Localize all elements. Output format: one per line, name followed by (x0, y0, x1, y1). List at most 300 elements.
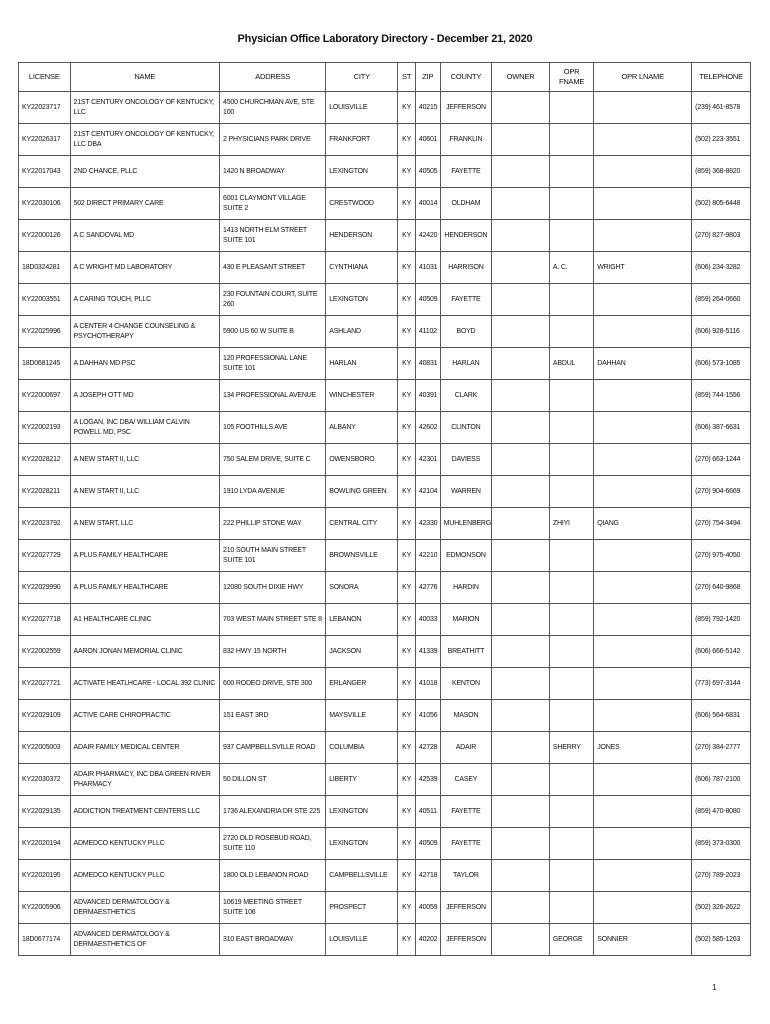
cell-opr-fname: ABDUL (549, 348, 593, 380)
cell-st: KY (398, 92, 416, 124)
cell-zip: 42104 (415, 476, 440, 508)
cell-city: ERLANGER (326, 668, 398, 700)
cell-city: OWENSBORO (326, 444, 398, 476)
cell-st: KY (398, 604, 416, 636)
cell-license: KY22027718 (19, 604, 71, 636)
cell-address: 105 FOOTHILLS AVE (220, 412, 326, 444)
cell-opr-lname: SONNIER (594, 924, 692, 956)
cell-opr-lname (594, 380, 692, 412)
cell-county: FAYETTE (440, 156, 492, 188)
cell-address: 937 CAMPBELLSVILLE ROAD (220, 732, 326, 764)
cell-license: KY22023792 (19, 508, 71, 540)
cell-city: LIBERTY (326, 764, 398, 796)
cell-st: KY (398, 572, 416, 604)
col-header-opr-fname: OPR FNAME (549, 63, 593, 92)
table-row (19, 924, 751, 956)
cell-opr-fname: GEORGE (549, 924, 593, 956)
cell-name: A NEW START II, LLC (70, 444, 219, 476)
cell-st: KY (398, 156, 416, 188)
cell-county: HARDIN (440, 572, 492, 604)
col-header-st: ST (398, 63, 416, 92)
table-row (19, 796, 751, 828)
cell-license: KY22025996 (19, 316, 71, 348)
cell-st: KY (398, 220, 416, 252)
cell-address: 134 PROFESSIONAL AVENUE (220, 380, 326, 412)
cell-county: TAYLOR (440, 860, 492, 892)
cell-telephone: (502) 805-6448 (692, 188, 751, 220)
table-row (19, 348, 751, 380)
cell-opr-lname (594, 156, 692, 188)
cell-name: ADMEDCO KENTUCKY PLLC (70, 828, 219, 860)
cell-opr-lname (594, 860, 692, 892)
cell-address: 1910 LYDA AVENUE (220, 476, 326, 508)
cell-opr-lname (594, 316, 692, 348)
cell-name: A JOSEPH OTT MD (70, 380, 219, 412)
cell-address: 4500 CHURCHMAN AVE, STE 100 (220, 92, 326, 124)
table-row (19, 764, 751, 796)
cell-city: BOWLING GREEN (326, 476, 398, 508)
page-title: Physician Office Laboratory Directory - December 21, 2020 (237, 33, 533, 45)
cell-st: KY (398, 828, 416, 860)
cell-county: MARION (440, 604, 492, 636)
cell-opr-fname (549, 316, 593, 348)
cell-address: 2720 OLD ROSEBUD ROAD, SUITE 110 (220, 828, 326, 860)
cell-city: ASHLAND (326, 316, 398, 348)
cell-license: 18D0324281 (19, 252, 71, 284)
col-header-name: NAME (70, 63, 219, 92)
cell-address: 12080 SOUTH DIXIE HWY (220, 572, 326, 604)
cell-opr-lname (594, 828, 692, 860)
cell-opr-lname (594, 284, 692, 316)
cell-st: KY (398, 412, 416, 444)
cell-zip: 41339 (415, 636, 440, 668)
cell-zip: 40202 (415, 924, 440, 956)
cell-zip: 42210 (415, 540, 440, 572)
cell-owner (492, 188, 550, 220)
cell-city: LEBANON (326, 604, 398, 636)
cell-address: 1736 ALEXANDRIA DR STE 225 (220, 796, 326, 828)
cell-opr-lname (594, 540, 692, 572)
cell-county: DAVIESS (440, 444, 492, 476)
cell-name: A C WRIGHT MD LABORATORY (70, 252, 219, 284)
cell-name: A PLUS FAMILY HEALTHCARE (70, 540, 219, 572)
cell-address: 1420 N BROADWAY (220, 156, 326, 188)
cell-zip: 41031 (415, 252, 440, 284)
cell-owner (492, 732, 550, 764)
cell-license: KY22023717 (19, 92, 71, 124)
cell-opr-fname (549, 604, 593, 636)
table-row (19, 476, 751, 508)
table-row (19, 892, 751, 924)
cell-license: KY22029135 (19, 796, 71, 828)
cell-county: FAYETTE (440, 284, 492, 316)
cell-opr-lname (594, 668, 692, 700)
cell-owner (492, 540, 550, 572)
cell-opr-fname (549, 764, 593, 796)
cell-county: FAYETTE (440, 796, 492, 828)
cell-zip: 42728 (415, 732, 440, 764)
table-row (19, 156, 751, 188)
cell-zip: 40014 (415, 188, 440, 220)
cell-st: KY (398, 796, 416, 828)
cell-st: KY (398, 924, 416, 956)
cell-zip: 42539 (415, 764, 440, 796)
cell-opr-fname (549, 476, 593, 508)
cell-name: 2ND CHANCE, PLLC (70, 156, 219, 188)
col-header-address: ADDRESS (220, 63, 326, 92)
table-row (19, 380, 751, 412)
cell-name: ADAIR PHARMACY, INC DBA GREEN RIVER PHARMACY (70, 764, 219, 796)
table-row (19, 732, 751, 764)
cell-opr-lname (594, 124, 692, 156)
cell-telephone: (502) 223-3551 (692, 124, 751, 156)
cell-owner (492, 892, 550, 924)
table-row (19, 252, 751, 284)
table-row (19, 668, 751, 700)
cell-address: 1413 NORTH ELM STREET SUITE 101 (220, 220, 326, 252)
col-header-city: CITY (326, 63, 398, 92)
cell-city: LEXINGTON (326, 796, 398, 828)
cell-name: ADMEDCO KENTUCKY PLLC (70, 860, 219, 892)
cell-owner (492, 604, 550, 636)
cell-name: ADAIR FAMILY MEDICAL CENTER (70, 732, 219, 764)
cell-st: KY (398, 860, 416, 892)
cell-opr-fname (549, 188, 593, 220)
cell-opr-fname (549, 92, 593, 124)
table-row (19, 604, 751, 636)
cell-address: 50 DILLON ST (220, 764, 326, 796)
cell-county: KENTON (440, 668, 492, 700)
cell-opr-lname (594, 476, 692, 508)
cell-license: KY22020194 (19, 828, 71, 860)
cell-st: KY (398, 508, 416, 540)
cell-opr-fname (549, 860, 593, 892)
cell-license: KY22002559 (19, 636, 71, 668)
cell-st: KY (398, 188, 416, 220)
cell-opr-lname (594, 220, 692, 252)
cell-city: HENDERSON (326, 220, 398, 252)
cell-telephone: (606) 928-5116 (692, 316, 751, 348)
cell-city: LEXINGTON (326, 284, 398, 316)
col-header-county: COUNTY (440, 63, 492, 92)
cell-owner (492, 156, 550, 188)
cell-owner (492, 348, 550, 380)
cell-county: CLINTON (440, 412, 492, 444)
cell-license: KY22028211 (19, 476, 71, 508)
cell-opr-fname (549, 540, 593, 572)
cell-city: LEXINGTON (326, 828, 398, 860)
cell-opr-fname (549, 700, 593, 732)
table-row (19, 92, 751, 124)
cell-city: PROSPECT (326, 892, 398, 924)
table-row (19, 508, 751, 540)
cell-name: 502 DIRECT PRIMARY CARE (70, 188, 219, 220)
cell-county: HARLAN (440, 348, 492, 380)
cell-city: CENTRAL CITY (326, 508, 398, 540)
page-number: 1 (712, 983, 717, 992)
cell-telephone: (270) 975-4050 (692, 540, 751, 572)
cell-telephone: (270) 754-3494 (692, 508, 751, 540)
table-row (19, 316, 751, 348)
cell-st: KY (398, 476, 416, 508)
cell-opr-lname (594, 412, 692, 444)
cell-telephone: (773) 697-3144 (692, 668, 751, 700)
cell-license: KY22005906 (19, 892, 71, 924)
cell-telephone: (606) 387-6631 (692, 412, 751, 444)
cell-license: KY22002193 (19, 412, 71, 444)
cell-owner (492, 860, 550, 892)
table-row (19, 700, 751, 732)
cell-telephone: (502) 585-1263 (692, 924, 751, 956)
cell-license: 18D0681245 (19, 348, 71, 380)
cell-address: 310 EAST BROADWAY (220, 924, 326, 956)
cell-opr-lname (594, 572, 692, 604)
cell-license: KY22028212 (19, 444, 71, 476)
cell-opr-lname (594, 796, 692, 828)
cell-st: KY (398, 252, 416, 284)
cell-city: CAMPBELLSVILLE (326, 860, 398, 892)
cell-st: KY (398, 668, 416, 700)
header-row (19, 63, 751, 92)
cell-address: 832 HWY 15 NORTH (220, 636, 326, 668)
cell-license: KY22030372 (19, 764, 71, 796)
cell-license: KY22027721 (19, 668, 71, 700)
cell-name: A CARING TOUCH, PLLC (70, 284, 219, 316)
cell-telephone: (270) 663-1244 (692, 444, 751, 476)
cell-name: A CENTER 4 CHANGE COUNSELING & PSYCHOTHERAPY (70, 316, 219, 348)
cell-county: BREATHITT (440, 636, 492, 668)
cell-opr-lname (594, 604, 692, 636)
cell-address: 222 PHILLIP STONE WAY (220, 508, 326, 540)
directory-table (18, 62, 751, 956)
cell-telephone: (606) 234-3282 (692, 252, 751, 284)
col-header-opr-lname: OPR LNAME (594, 63, 692, 92)
cell-county: BOYD (440, 316, 492, 348)
cell-owner (492, 828, 550, 860)
cell-name: A1 HEALTHCARE CLINIC (70, 604, 219, 636)
cell-address: 10619 MEETING STREET SUITE 106 (220, 892, 326, 924)
cell-opr-fname (549, 412, 593, 444)
cell-owner (492, 284, 550, 316)
cell-address: 703 WEST MAIN STREET STE 8 (220, 604, 326, 636)
cell-opr-fname: ZHIYI (549, 508, 593, 540)
cell-st: KY (398, 348, 416, 380)
cell-license: KY22027729 (19, 540, 71, 572)
cell-name: ACTIVE CARE CHIROPRACTIC (70, 700, 219, 732)
cell-address: 210 SOUTH MAIN STREET SUITE 101 (220, 540, 326, 572)
cell-telephone: (859) 373-0300 (692, 828, 751, 860)
cell-opr-fname (549, 828, 593, 860)
cell-county: WARREN (440, 476, 492, 508)
cell-st: KY (398, 636, 416, 668)
cell-owner (492, 508, 550, 540)
cell-telephone: (270) 904-6669 (692, 476, 751, 508)
cell-st: KY (398, 700, 416, 732)
table-row (19, 284, 751, 316)
cell-owner (492, 700, 550, 732)
cell-st: KY (398, 444, 416, 476)
cell-county: ADAIR (440, 732, 492, 764)
cell-st: KY (398, 732, 416, 764)
cell-owner (492, 412, 550, 444)
table-row (19, 860, 751, 892)
cell-st: KY (398, 540, 416, 572)
cell-telephone: (859) 264-0660 (692, 284, 751, 316)
cell-city: LOUISVILLE (326, 924, 398, 956)
cell-city: SONORA (326, 572, 398, 604)
cell-name: ADDICTION TREATMENT CENTERS LLC (70, 796, 219, 828)
cell-county: EDMONSON (440, 540, 492, 572)
cell-license: KY22029990 (19, 572, 71, 604)
cell-zip: 40601 (415, 124, 440, 156)
cell-opr-fname (549, 796, 593, 828)
cell-license: KY22005003 (19, 732, 71, 764)
cell-owner (492, 92, 550, 124)
cell-county: MASON (440, 700, 492, 732)
cell-name: A DAHHAN MD PSC (70, 348, 219, 380)
cell-opr-lname (594, 636, 692, 668)
cell-city: CRESTWOOD (326, 188, 398, 220)
cell-city: WINCHESTER (326, 380, 398, 412)
cell-telephone: (859) 470-8080 (692, 796, 751, 828)
cell-telephone: (859) 792-1420 (692, 604, 751, 636)
cell-address: 230 FOUNTAIN COURT, SUITE 260 (220, 284, 326, 316)
cell-address: 151 EAST 3RD (220, 700, 326, 732)
cell-name: A LOGAN, INC DBA/ WILLIAM CALVIN POWELL MD, PSC (70, 412, 219, 444)
cell-address: 600 RODEO DRIVE, STE 300 (220, 668, 326, 700)
cell-address: 120 PROFESSIONAL LANE SUITE 101 (220, 348, 326, 380)
cell-license: KY22017043 (19, 156, 71, 188)
table-row (19, 124, 751, 156)
cell-owner (492, 764, 550, 796)
cell-city: COLUMBIA (326, 732, 398, 764)
cell-zip: 40509 (415, 828, 440, 860)
cell-license: KY22020195 (19, 860, 71, 892)
cell-city: LEXINGTON (326, 156, 398, 188)
cell-st: KY (398, 284, 416, 316)
cell-owner (492, 796, 550, 828)
cell-zip: 40059 (415, 892, 440, 924)
cell-license: KY22003551 (19, 284, 71, 316)
col-header-owner: OWNER (492, 63, 550, 92)
cell-county: HARRISON (440, 252, 492, 284)
cell-city: MAYSVILLE (326, 700, 398, 732)
col-header-telephone: TELEPHONE (692, 63, 751, 92)
cell-opr-lname: WRIGHT (594, 252, 692, 284)
cell-owner (492, 924, 550, 956)
cell-zip: 40511 (415, 796, 440, 828)
cell-opr-lname (594, 92, 692, 124)
cell-license: KY22030106 (19, 188, 71, 220)
cell-zip: 41018 (415, 668, 440, 700)
cell-opr-lname (594, 700, 692, 732)
cell-address: 2 PHYSICIANS PARK DRIVE (220, 124, 326, 156)
cell-name: ADVANCED DERMATOLOGY & DERMAESTHETICS (70, 892, 219, 924)
cell-telephone: (270) 789-2023 (692, 860, 751, 892)
cell-name: A C SANDOVAL MD (70, 220, 219, 252)
cell-st: KY (398, 764, 416, 796)
cell-opr-fname (549, 124, 593, 156)
cell-license: KY22029109 (19, 700, 71, 732)
cell-city: FRANKFORT (326, 124, 398, 156)
cell-zip: 42776 (415, 572, 440, 604)
cell-name: 21ST CENTURY ONCOLOGY OF KENTUCKY, LLC (70, 92, 219, 124)
table-row (19, 188, 751, 220)
cell-address: 430 E PLEASANT STREET (220, 252, 326, 284)
cell-county: CASEY (440, 764, 492, 796)
cell-city: HARLAN (326, 348, 398, 380)
cell-name: A PLUS FAMILY HEALTHCARE (70, 572, 219, 604)
cell-address: 6001 CLAYMONT VILLAGE SUITE 2 (220, 188, 326, 220)
cell-telephone: (606) 666-5142 (692, 636, 751, 668)
cell-county: CLARK (440, 380, 492, 412)
cell-opr-lname: QIANG (594, 508, 692, 540)
cell-county: FRANKLIN (440, 124, 492, 156)
cell-name: ADVANCED DERMATOLOGY & DERMAESTHETICS OF (70, 924, 219, 956)
cell-owner (492, 572, 550, 604)
cell-owner (492, 252, 550, 284)
cell-county: JEFFERSON (440, 924, 492, 956)
cell-name: 21ST CENTURY ONCOLOGY OF KENTUCKY, LLC DBA (70, 124, 219, 156)
cell-zip: 42301 (415, 444, 440, 476)
cell-telephone: (606) 564-6831 (692, 700, 751, 732)
cell-zip: 40505 (415, 156, 440, 188)
cell-zip: 42330 (415, 508, 440, 540)
cell-st: KY (398, 124, 416, 156)
cell-zip: 41102 (415, 316, 440, 348)
cell-st: KY (398, 892, 416, 924)
cell-opr-fname (549, 284, 593, 316)
table-row (19, 540, 751, 572)
cell-opr-fname (549, 892, 593, 924)
table-body (19, 92, 751, 956)
cell-name: A NEW START, LLC (70, 508, 219, 540)
cell-city: BROWNSVILLE (326, 540, 398, 572)
cell-opr-fname (549, 380, 593, 412)
cell-opr-fname (549, 220, 593, 252)
cell-county: FAYETTE (440, 828, 492, 860)
cell-telephone: (859) 368-8820 (692, 156, 751, 188)
cell-opr-fname (549, 444, 593, 476)
table-row (19, 572, 751, 604)
cell-opr-fname (549, 572, 593, 604)
cell-zip: 40033 (415, 604, 440, 636)
cell-city: LOUISVILLE (326, 92, 398, 124)
cell-telephone: (502) 326-2622 (692, 892, 751, 924)
cell-address: 750 SALEM DRIVE, SUITE C (220, 444, 326, 476)
cell-license: KY22000697 (19, 380, 71, 412)
cell-name: A NEW START II, LLC (70, 476, 219, 508)
cell-address: 5900 US 60 W SUITE B (220, 316, 326, 348)
cell-opr-lname: DAHHAN (594, 348, 692, 380)
cell-owner (492, 316, 550, 348)
table-row (19, 444, 751, 476)
cell-name: ACTIVATE HEATLHCARE - LOCAL 392 CLINIC (70, 668, 219, 700)
cell-city: JACKSON (326, 636, 398, 668)
cell-zip: 42602 (415, 412, 440, 444)
cell-owner (492, 444, 550, 476)
cell-opr-lname (594, 444, 692, 476)
cell-telephone: (270) 640-9868 (692, 572, 751, 604)
cell-owner (492, 636, 550, 668)
cell-zip: 40215 (415, 92, 440, 124)
cell-opr-fname (549, 156, 593, 188)
cell-county: HENDERSON (440, 220, 492, 252)
cell-opr-fname: A. C. (549, 252, 593, 284)
cell-owner (492, 380, 550, 412)
table-row (19, 636, 751, 668)
cell-zip: 42420 (415, 220, 440, 252)
